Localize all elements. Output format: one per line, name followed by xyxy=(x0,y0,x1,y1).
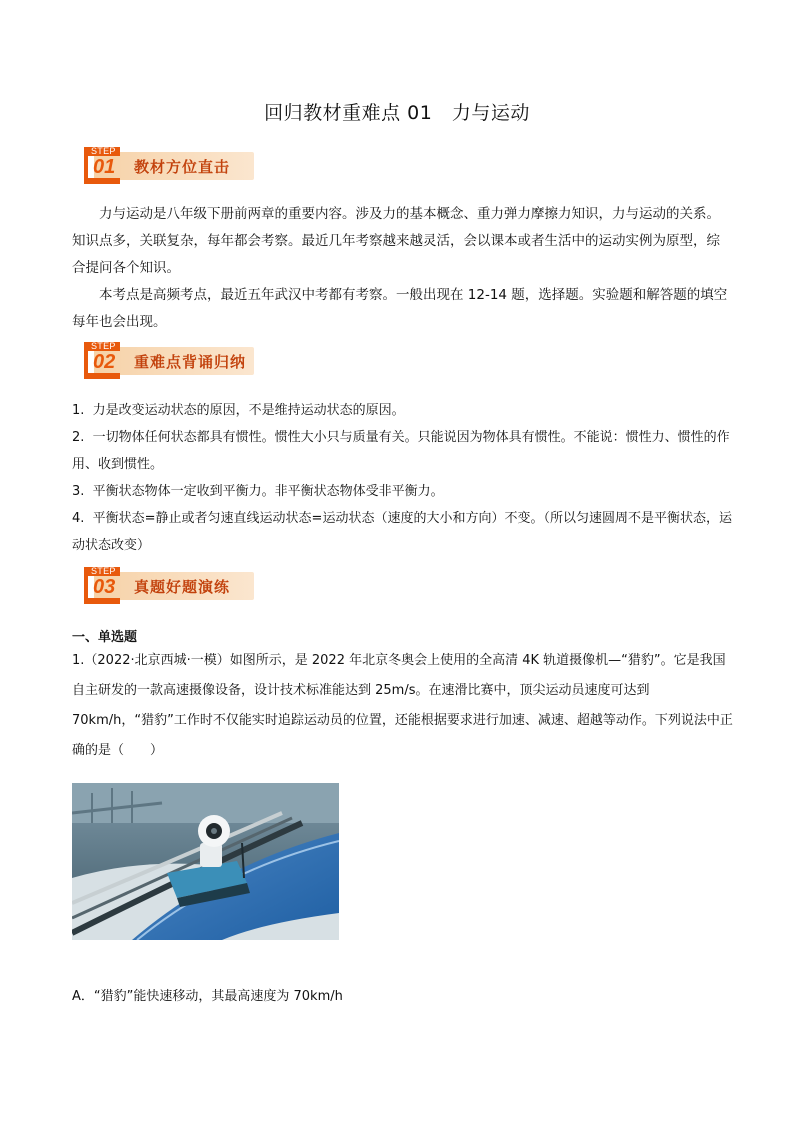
step-label: STEP xyxy=(91,566,116,576)
step-label: STEP xyxy=(91,146,116,156)
step-badge xyxy=(80,564,124,608)
step-number: 03 xyxy=(93,576,116,598)
step-badge xyxy=(80,339,124,383)
rail-camera-illustration xyxy=(72,783,339,940)
intro-paragraph-2: 本考点是高频考点，最近五年武汉中考都有考察。一般出现在 12-14 题，选择题。实验题和解答题的填空每年也会出现。 xyxy=(72,287,728,330)
step-title: 教材方位直击 xyxy=(134,158,231,176)
option-a: A．“猎豹”能快速移动，其最高速度为 70km/h xyxy=(72,989,343,1004)
step-01-banner xyxy=(80,146,255,186)
step-03-banner xyxy=(80,566,255,606)
camera-track-photo xyxy=(72,783,339,940)
section-heading: 一、单选题 xyxy=(72,630,138,645)
step-02-banner xyxy=(80,341,255,381)
list-item: 3. 平衡状态物体一定收到平衡力。非平衡状态物体受非平衡力。 xyxy=(72,484,444,499)
list-item: 2. 一切物体任何状态都具有惯性。惯性大小只与质量有关。只能说因为物体具有惯性。不能说：惯性力、惯性的作用、收到惯性。 xyxy=(72,430,730,472)
question-1-text: 1.（2022·北京西城·一模）如图所示，是 2022 年北京冬奥会上使用的全高清 4K 轨道摄像机—“猎豹”。它是我国自主研发的一款高速摄像设备，设计技术标准能达到 25m/s。在速滑比赛中，顶尖运动员速度可达到 70km/h，“猎豹”工作时不仅能实时追踪运动员的位置，还能根据要求进行加速、减速、超越等动作。下列说法中正确的是（ ） xyxy=(72,653,733,758)
list-item: 4. 平衡状态=静止或者匀速直线运动状态=运动状态（速度的大小和方向）不变。（所以匀速圆周不是平衡状态，运动状态改变） xyxy=(72,511,732,553)
list-item: 1. 力是改变运动状态的原因，不是维持运动状态的原因。 xyxy=(72,403,405,418)
key-points-list xyxy=(72,397,734,559)
step-title: 真题好题演练 xyxy=(134,578,231,596)
page-title: 回归教材重难点 01 力与运动 xyxy=(264,102,530,124)
step-badge xyxy=(80,144,124,188)
step-title: 重难点背诵归纳 xyxy=(134,353,247,371)
step-label: STEP xyxy=(91,341,116,351)
intro-paragraph-1: 力与运动是八年级下册前两章的重要内容。涉及力的基本概念、重力弹力摩擦力知识，力与运动的关系。知识点多，关联复杂，每年都会考察。最近几年考察越来越灵活，会以课本或者生活中的运动实例为原型，综合提问各个知识。 xyxy=(72,206,720,276)
step-number: 01 xyxy=(93,156,116,178)
step-number: 02 xyxy=(93,351,116,373)
